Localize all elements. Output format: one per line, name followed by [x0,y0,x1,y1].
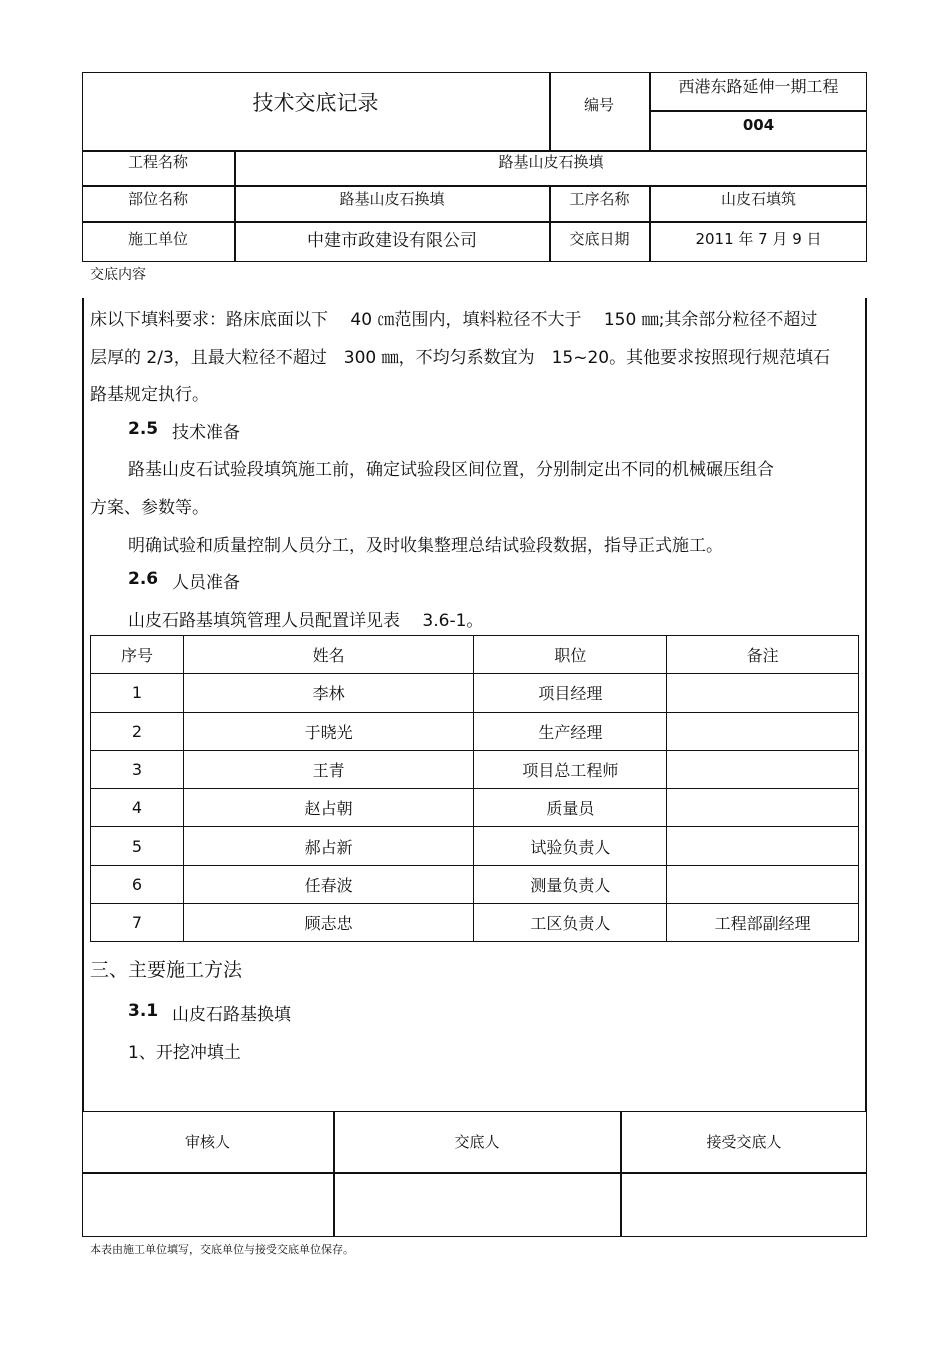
table-row [91,789,859,827]
column-header: 职位 [474,636,667,674]
code-label: 编号 [583,95,614,114]
table-cell: 测量负责人 [474,865,667,903]
part-value: 路基山皮石换填 [339,189,445,208]
section-heading: 山皮石路基换填 [172,1005,291,1025]
section-heading: 技术准备 [172,423,240,443]
table-row [91,674,859,712]
table-cell: 李林 [183,674,474,712]
table-cell: 郝占新 [183,827,474,865]
footnote: 本表由施工单位填写，交底单位与接受交底单位保存。 [90,1243,354,1256]
page-title: 技术交底记录 [252,91,379,115]
table-cell [667,865,859,903]
table-row [91,712,859,750]
paragraph: 路基规定执行。 [90,385,209,405]
table-cell [667,750,859,788]
date-value: 2011 年 7 月 9 日 [695,229,822,248]
table-cell: 赵占朝 [183,789,474,827]
table-cell: 任春波 [183,865,474,903]
paragraph: 床以下填料要求：路床底面以下 40 ㎝范围内，填料粒径不大于 150 ㎜;其余部分粒径不超过 [90,310,818,330]
table-cell: 2 [91,712,184,750]
table-cell: 1 [91,674,184,712]
table-cell: 项目经理 [474,674,667,712]
paragraph: 层厚的 2/3，且最大粒径不超过 300 ㎜，不均匀系数宜为 15~20。其他要求按照现行规范填石 [90,348,831,368]
divider [82,1172,867,1174]
table-cell: 质量员 [474,789,667,827]
paragraph: 山皮石路基填筑管理人员配置详见表 3.6-1。 [128,611,484,631]
table-cell: 4 [91,789,184,827]
content-border-right [865,298,867,1112]
document-code: 004 [742,116,775,134]
date-label: 交底日期 [569,229,630,248]
section-number: 3.1 [128,1001,159,1021]
table-cell [667,712,859,750]
content-border-left [82,298,84,1112]
reviewer-label: 审核人 [184,1132,230,1151]
table-cell: 7 [91,904,184,942]
table-cell: 项目总工程师 [474,750,667,788]
paragraph: 路基山皮石试验段填筑施工前，确定试验段区间位置，分别制定出不同的机械碾压组合 [128,460,774,480]
contractor-label: 施工单位 [127,229,188,248]
section-number: 2.6 [128,569,159,589]
process-label: 工序名称 [569,189,630,208]
section-number: 2.5 [128,419,159,439]
table-cell [667,827,859,865]
paragraph: 明确试验和质量控制人员分工，及时收集整理总结试验段数据，指导正式施工。 [128,536,723,556]
table-cell: 王青 [183,750,474,788]
table-row [91,865,859,903]
table-row [91,827,859,865]
table-row [91,750,859,788]
chapter-heading: 三、主要施工方法 [90,959,243,981]
staff-table [90,635,859,942]
process-value: 山皮石填筑 [720,189,796,208]
paragraph: 方案、参数等。 [90,498,209,518]
table-cell: 于晓光 [183,712,474,750]
table-cell: 5 [91,827,184,865]
project-name-label: 工程名称 [127,152,188,171]
table-cell: 工程部副经理 [667,904,859,942]
project-title: 西港东路延伸一期工程 [678,76,839,96]
table-cell: 3 [91,750,184,788]
table-cell: 试验负责人 [474,827,667,865]
content-label: 交底内容 [90,267,146,283]
part-label: 部位名称 [127,189,188,208]
column-header: 姓名 [183,636,474,674]
column-header: 序号 [91,636,184,674]
discloser-label: 交底人 [454,1132,500,1151]
table-cell: 顾志忠 [183,904,474,942]
contractor-value: 中建市政建设有限公司 [307,230,477,251]
table-cell [667,674,859,712]
section-heading: 人员准备 [172,573,240,593]
table-cell: 工区负责人 [474,904,667,942]
paragraph: 1、开挖冲填土 [128,1043,241,1063]
receiver-label: 接受交底人 [706,1132,782,1151]
table-cell: 6 [91,865,184,903]
column-header: 备注 [667,636,859,674]
project-name: 路基山皮石换填 [498,152,604,171]
table-cell [667,789,859,827]
table-row [91,904,859,942]
table-cell: 生产经理 [474,712,667,750]
table-header-row [91,636,859,674]
